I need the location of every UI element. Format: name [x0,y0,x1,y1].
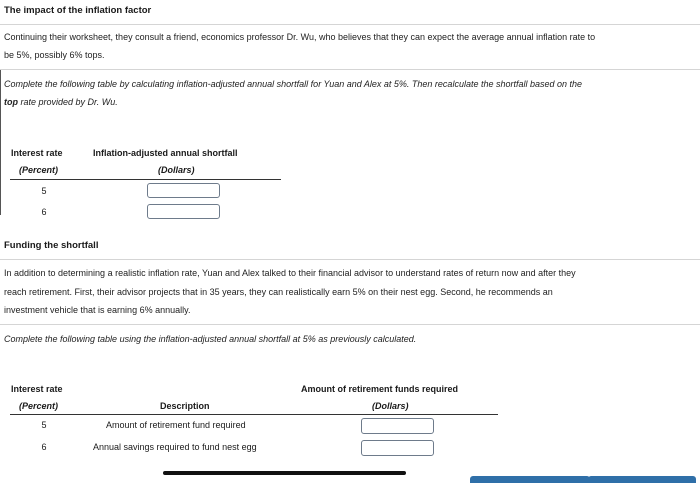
table1-col-shortfall-header: Inflation-adjusted annual shortfall [93,148,238,158]
table1-header-rule [10,179,281,180]
nav-button-previous[interactable] [470,476,590,483]
table2-row1-rate: 5 [41,420,47,430]
table2-col-amount-subheader: (Dollars) [372,401,409,411]
table2-row2-description: Annual savings required to fund nest egg [93,442,257,452]
table2-col-interest-header: Interest rate [11,384,63,394]
divider [0,259,700,260]
funding-instruction: Complete the following table using the inflation-adjusted annual shortfall at 5% as previously calculated. [4,334,417,344]
shortfall-input-6pct[interactable] [147,204,220,219]
nav-button-next[interactable] [588,476,696,483]
funding-paragraph-line2: reach retirement. First, their advisor projects that in 35 years, they can realistically earn 5% on their nest egg. Second, he recommends an [4,287,553,297]
shortfall-input-5pct[interactable] [147,183,220,198]
divider [0,69,700,70]
funding-paragraph-line3: investment vehicle that is earning 6% annually. [4,305,191,315]
table2-header-rule [10,414,498,415]
funding-paragraph-line1: In addition to determining a realistic inflation rate, Yuan and Alex talked to their financial advisor to understand rates of return now and after they [4,268,576,278]
table1-col-shortfall-subheader: (Dollars) [158,165,195,175]
instruction-line2-text: rate provided by Dr. Wu. [18,97,118,107]
instruction-top-emphasis: top [4,97,18,107]
section-title-inflation: The impact of the inflation factor [4,5,152,16]
annual-savings-input[interactable] [361,440,434,456]
section-title-funding: Funding the shortfall [4,240,99,251]
horizontal-scrollbar[interactable] [163,471,406,475]
instruction-line2 [4,93,118,111]
table2-row1-description: Amount of retirement fund required [106,420,246,430]
retirement-fund-input[interactable] [361,418,434,434]
inflation-paragraph-line2: be 5%, possibly 6% tops. [4,50,105,60]
inflation-paragraph-line1: Continuing their worksheet, they consult a friend, economics professor Dr. Wu, who believes that they can expect the average annual inflation rate to [4,32,596,42]
table1-row2-rate: 6 [41,207,47,217]
divider [0,324,700,325]
left-border [0,70,1,215]
instruction-line1: Complete the following table by calculating inflation-adjusted annual shortfall for Yuan and Alex at 5%. Then recalculate the shortfall based on the [4,79,583,89]
table2-col-description-header: Description [160,401,210,411]
table1-row1-rate: 5 [41,186,47,196]
divider [0,24,700,25]
table2-row2-rate: 6 [41,442,47,452]
table2-col-amount-header: Amount of retirement funds required [301,384,459,394]
table1-col-interest-header: Interest rate [11,148,63,158]
table1-col-interest-subheader: (Percent) [19,165,59,175]
table2-col-interest-subheader: (Percent) [19,401,59,411]
